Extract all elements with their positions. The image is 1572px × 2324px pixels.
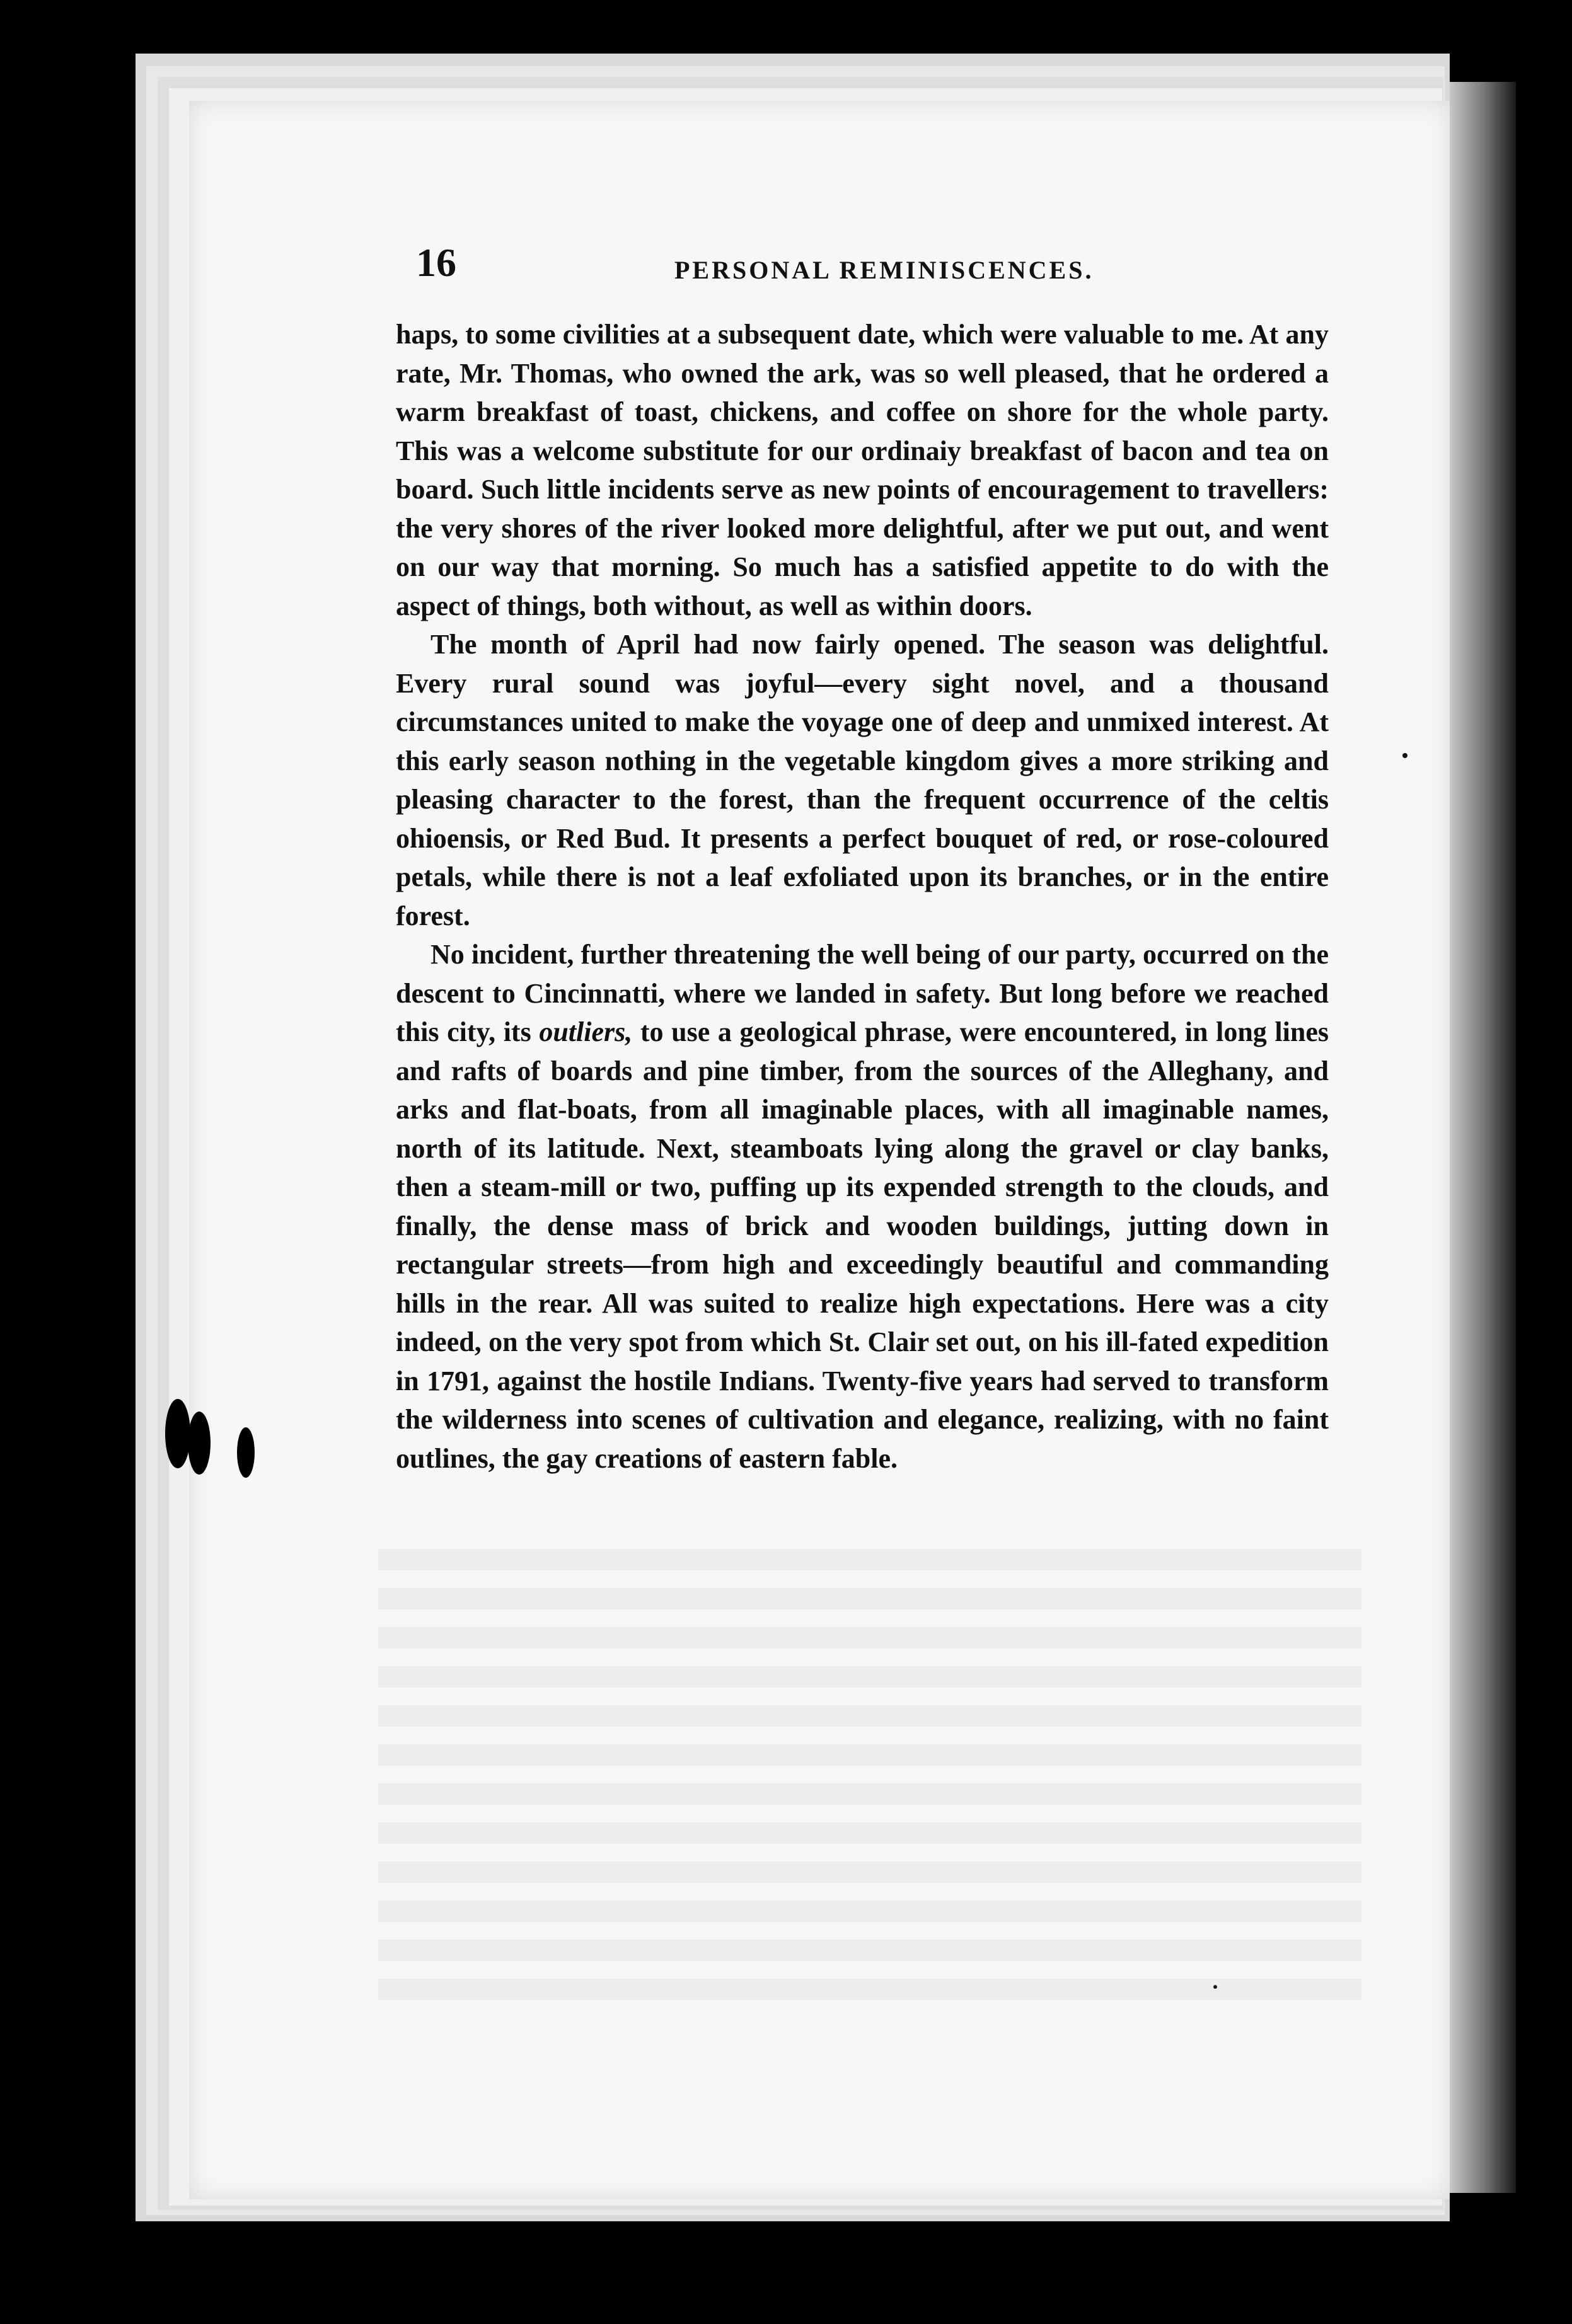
paragraph: The month of April had now fairly opened. The season was delightful. Every rural sound was joyful—every sight novel, and a thousand circumstances united to make the voyage one of deep and unmixed interest. At this early season nothing in the vegetable kingdom gives a more striking and pleasing character to the forest, than the frequent occurrence of the celtis ohioensis, or Red Bud. It presents a perfect bouquet of red, or rose-coloured petals, while there is not a leaf exfoliated upon its branches, or in the entire forest. bbox=[396, 629, 1329, 931]
running-title: PERSONAL REMINISCENCES. bbox=[674, 256, 1094, 284]
body-text bbox=[396, 315, 1329, 1478]
binding-hole bbox=[188, 1412, 211, 1475]
binding-hole bbox=[237, 1427, 255, 1478]
ink-speck bbox=[1213, 1985, 1217, 1989]
paragraph-text: No incident, further threatening the well being of our party, occurred on the descent to Cincinnatti, where we landed in safety. But long before we reached this city, its bbox=[396, 939, 1329, 1047]
binding-hole bbox=[165, 1399, 190, 1468]
paragraph-text: to use a geological phrase, were encountered, in long lines and rafts of boards and pine timber, from the sources of the Alleghany, and arks and flat-boats, from all imaginable places, with all imaginable names, north of its latitude. Next, steamboats lying along the gravel or clay banks, then a steam-mill or two, puffing up its expended strength to the clouds, and finally, the dense mass of brick and wooden buildings, jutting down in rectangular streets—from high and exceedingly beautiful and commanding hills in the rear. All was suited to realize high expectations. Here was a city indeed, on the very spot from which St. Clair set out, on his ill-fated expedition in 1791, against the hostile Indians. Twenty-five years had served to transform the wilderness into scenes of cultivation and elegance, realizing, with no faint outlines, the gay creations of eastern fable. bbox=[396, 1016, 1329, 1474]
paragraph: haps, to some civilities at a subsequent date, which were valuable to me. At any rate, Mr. Thomas, who owned the ark, was so well pleased, that he ordered a warm breakfast of toast, chickens, and coffee on shore for the whole party. This was a welcome substitute for our ordinaiy breakfast of bacon and tea on board. Such little incidents serve as new points of encouragement to travellers: the very shores of the river looked more delightful, after we put out, and went on our way that morning. So much has a satisfied appetite to do with the aspect of things, both without, as well as within doors. bbox=[396, 319, 1329, 621]
page-number: 16 bbox=[416, 240, 456, 285]
ink-speck bbox=[1402, 753, 1407, 758]
book-gutter-shadow bbox=[1450, 82, 1516, 2193]
italic-term: outliers, bbox=[539, 1016, 633, 1047]
page-header bbox=[416, 239, 1336, 296]
paragraph bbox=[396, 935, 1329, 1478]
show-through-text bbox=[378, 1531, 1361, 2016]
